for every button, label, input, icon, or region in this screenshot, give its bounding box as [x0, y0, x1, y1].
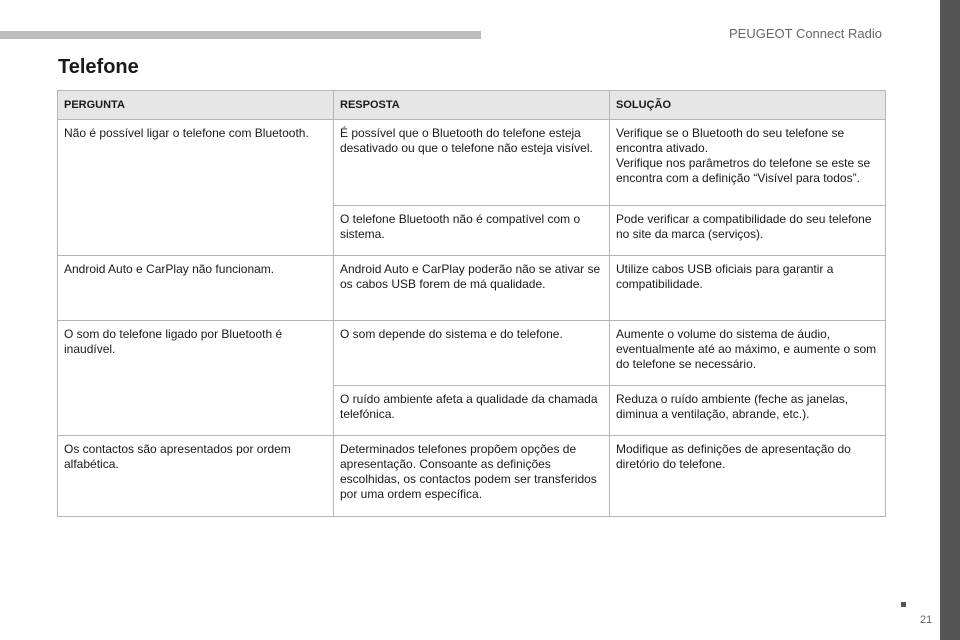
question-cell: Não é possível ligar o telefone com Bluetooth. — [58, 120, 334, 256]
solution-cell: Aumente o volume do sistema de áudio, eventualmente até ao máximo, e aumente o som do telefone se necessário. — [610, 321, 886, 386]
column-header-solution: SOLUÇÃO — [610, 91, 886, 120]
column-header-response: RESPOSTA — [334, 91, 610, 120]
table-row — [58, 256, 886, 321]
faq-table — [57, 90, 886, 517]
footer-marker — [901, 602, 906, 607]
page-number: 21 — [920, 614, 933, 626]
response-cell: É possível que o Bluetooth do telefone esteja desativado ou que o telefone não esteja visível. — [334, 120, 610, 206]
page-title: Telefone — [58, 56, 139, 78]
response-cell: Determinados telefones propõem opções de apresentação. Consoante as definições escolhidas, os contactos podem ser transferidos por uma ordem específica. — [334, 436, 610, 517]
solution-cell: Verifique se o Bluetooth do seu telefone se encontra ativado. Verifique nos parâmetros do telefone se este se encontra com a definição “Visível para todos”. — [610, 120, 886, 206]
table-row — [58, 321, 886, 386]
table-row — [58, 120, 886, 206]
response-cell: O telefone Bluetooth não é compatível com o sistema. — [334, 206, 610, 256]
question-cell: Os contactos são apresentados por ordem alfabética. — [58, 436, 334, 517]
question-cell: Android Auto e CarPlay não funcionam. — [58, 256, 334, 321]
page-edge-strip — [940, 0, 960, 640]
solution-cell: Modifique as definições de apresentação do diretório do telefone. — [610, 436, 886, 517]
column-header-question: PERGUNTA — [58, 91, 334, 120]
header-rule — [0, 31, 481, 39]
response-cell: O som depende do sistema e do telefone. — [334, 321, 610, 386]
response-cell: O ruído ambiente afeta a qualidade da chamada telefónica. — [334, 386, 610, 436]
header-title: PEUGEOT Connect Radio — [729, 26, 882, 41]
table-row — [58, 436, 886, 517]
solution-cell: Utilize cabos USB oficiais para garantir a compatibilidade. — [610, 256, 886, 321]
solution-cell: Pode verificar a compatibilidade do seu telefone no site da marca (serviços). — [610, 206, 886, 256]
table-header-row — [58, 91, 886, 120]
solution-cell: Reduza o ruído ambiente (feche as janelas, diminua a ventilação, abrande, etc.). — [610, 386, 886, 436]
response-cell: Android Auto e CarPlay poderão não se ativar se os cabos USB forem de má qualidade. — [334, 256, 610, 321]
question-cell: O som do telefone ligado por Bluetooth é inaudível. — [58, 321, 334, 436]
